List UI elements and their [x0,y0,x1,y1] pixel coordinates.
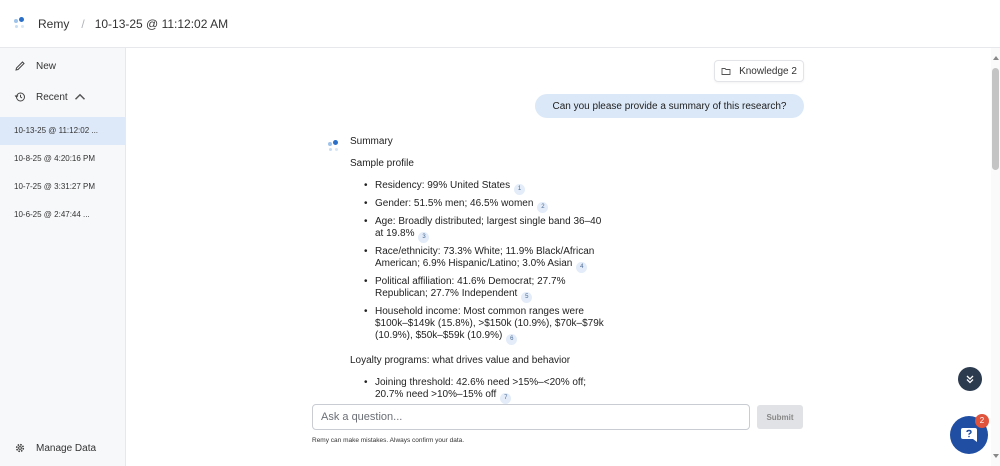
recent-conversations-list [0,117,125,229]
citation-badge[interactable]: 2 [537,202,548,213]
citation-badge[interactable]: 4 [576,262,587,273]
list-item: • Gender: 51.5% men; 46.5% women 2 [364,198,610,213]
knowledge-button[interactable] [714,60,804,82]
scroll-down-arrow-icon[interactable] [993,454,999,458]
conversation-title: 10-13-25 @ 11:12:02 AM [94,16,229,31]
loyalty-programs-list [364,377,610,404]
scroll-to-bottom-button[interactable] [958,367,982,391]
main-scrollbar[interactable] [991,48,1000,466]
manage-data-button[interactable] [14,442,96,454]
scroll-up-arrow-icon[interactable] [993,56,999,60]
conversation-item[interactable]: 10-7-25 @ 3:31:27 PM [14,182,96,191]
disclaimer-text: Remy can make mistakes. Always confirm your data. [312,437,465,444]
section-title-sample-profile: Sample profile [350,158,414,169]
help-bubble-icon [959,425,979,445]
new-chat-button[interactable] [0,49,125,83]
breadcrumb-separator: / [81,16,85,31]
citation-badge[interactable]: 5 [521,292,532,303]
remy-logo-icon[interactable] [12,16,28,32]
pencil-icon [14,60,26,72]
list-item: • Political affiliation: 41.6% Democrat; 27.7% Republican; 27.7% Independent 5 [364,276,610,303]
recent-toggle[interactable] [0,80,125,114]
list-item: • Joining threshold: 42.6% need >15%–<20% off; 20.7% need >10%–15% off 7 [364,377,610,404]
list-item: • Age: Broadly distributed; largest single band 36–40 at 19.8% 3 [364,216,610,243]
assistant-avatar-icon [326,139,342,155]
citation-badge[interactable]: 1 [514,184,525,195]
citation-badge[interactable]: 7 [500,393,511,404]
citation-badge[interactable]: 6 [506,334,517,345]
notification-badge: 2 [975,414,989,428]
question-input-wrapper [312,404,750,430]
conversation-item[interactable]: 10-13-25 @ 11:12:02 ... [0,117,125,145]
question-input[interactable] [313,405,749,429]
top-bar [0,0,1000,48]
list-item: • Residency: 99% United States 1 [364,180,610,195]
list-item: • Race/ethnicity: 73.3% White; 11.9% Black/African American; 6.9% Hispanic/Latino; 3.0% Asian 4 [364,246,610,273]
folder-icon [721,66,731,76]
user-message: Can you please provide a summary of this research? [535,94,804,118]
sidebar [0,48,126,466]
app-name: Remy [38,16,70,31]
assistant-answer [350,136,610,401]
answer-heading: Summary [350,136,393,147]
submit-button[interactable]: Submit [757,405,803,429]
new-chat-label: New [36,60,57,72]
conversation-item[interactable]: 10-6-25 @ 2:47:44 ... [14,210,90,219]
recent-label: Recent [36,91,68,103]
conversation-item[interactable]: 10-8-25 @ 4:20:16 PM [14,154,96,163]
knowledge-label: Knowledge 2 [739,65,797,77]
chevron-up-icon [74,91,86,103]
list-item: • Household income: Most common ranges were $100k–$149k (15.8%), >$150k (10.9%), $70k–$79k (10.9%), $50k–$59k (10.9%) 6 [364,306,610,345]
section-title-loyalty-programs: Loyalty programs: what drives value and behavior [350,355,571,366]
sample-profile-list [364,180,610,345]
double-chevron-down-icon [964,373,976,385]
citation-badge[interactable]: 3 [418,232,429,243]
history-icon [14,91,26,103]
scrollbar-thumb[interactable] [992,68,999,170]
gear-icon [14,442,26,454]
manage-data-label: Manage Data [36,442,97,454]
